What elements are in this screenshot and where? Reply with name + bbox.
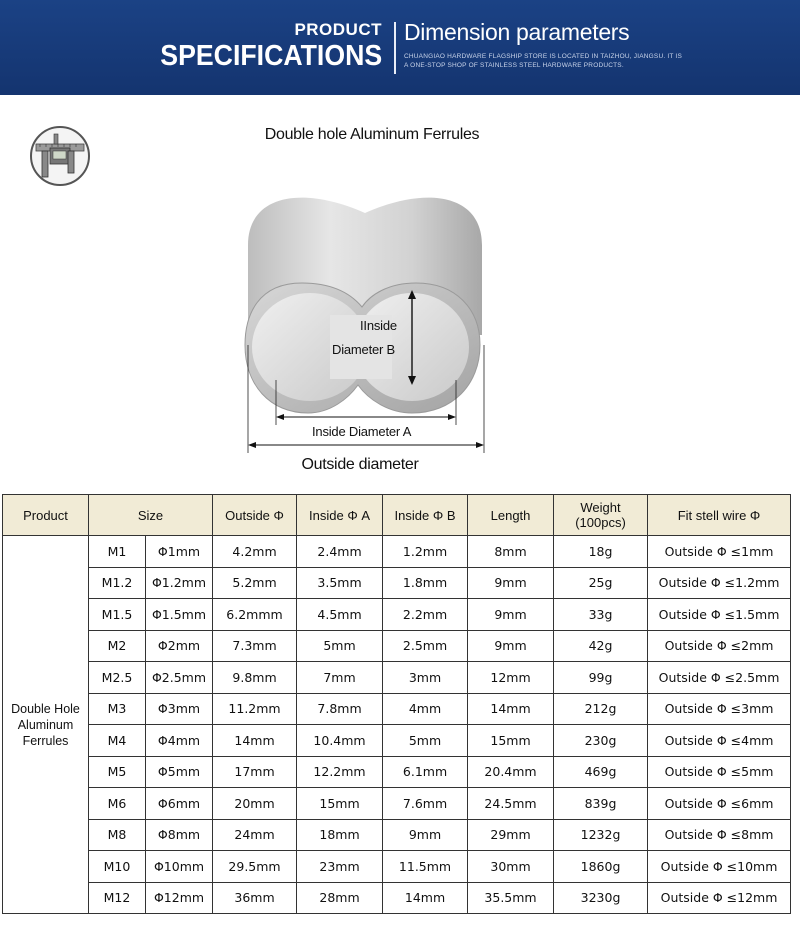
cell-inside-b: 11.5mm xyxy=(383,851,468,883)
banner-dimension-title: Dimension parameters xyxy=(404,19,630,45)
cell-size-diameter: Φ1.5mm xyxy=(146,599,213,631)
cell-inside-a: 10.4mm xyxy=(297,725,383,757)
cell-size-model: M8 xyxy=(89,819,146,851)
cell-outside-diameter: 29.5mm xyxy=(213,851,297,883)
table-row xyxy=(3,788,791,820)
cell-inside-b: 9mm xyxy=(383,819,468,851)
cell-inside-b: 5mm xyxy=(383,725,468,757)
cell-outside-diameter: 4.2mm xyxy=(213,536,297,568)
cell-inside-a: 2.4mm xyxy=(297,536,383,568)
cell-inside-b: 3mm xyxy=(383,662,468,694)
cell-length: 8mm xyxy=(468,536,554,568)
table-row xyxy=(3,851,791,883)
cell-outside-diameter: 9.8mm xyxy=(213,662,297,694)
cell-size-model: M2 xyxy=(89,630,146,662)
cell-size-model: M12 xyxy=(89,882,146,914)
cell-size-model: M2.5 xyxy=(89,662,146,694)
cell-size-model: M1.2 xyxy=(89,567,146,599)
cell-inside-a: 7.8mm xyxy=(297,693,383,725)
cell-inside-a: 28mm xyxy=(297,882,383,914)
cell-length: 14mm xyxy=(468,693,554,725)
cell-size-diameter: Φ1.2mm xyxy=(146,567,213,599)
cell-inside-a: 7mm xyxy=(297,662,383,694)
table-row xyxy=(3,819,791,851)
cell-inside-a: 3.5mm xyxy=(297,567,383,599)
cell-inside-a: 23mm xyxy=(297,851,383,883)
cell-inside-b: 2.2mm xyxy=(383,599,468,631)
cell-length: 12mm xyxy=(468,662,554,694)
cell-fit-wire: Outside Φ ≤8mm xyxy=(648,819,791,851)
header-inside-b: Inside Φ B xyxy=(383,495,468,536)
cell-weight: 1860g xyxy=(554,851,648,883)
cell-fit-wire: Outside Φ ≤1.2mm xyxy=(648,567,791,599)
table-row xyxy=(3,882,791,914)
cell-size-diameter: Φ8mm xyxy=(146,819,213,851)
cell-weight: 469g xyxy=(554,756,648,788)
cell-length: 35.5mm xyxy=(468,882,554,914)
cell-fit-wire: Outside Φ ≤1mm xyxy=(648,536,791,568)
cell-length: 9mm xyxy=(468,599,554,631)
cell-weight: 3230g xyxy=(554,882,648,914)
inside-diameter-b-line2: Diameter B xyxy=(332,342,396,357)
cell-fit-wire: Outside Φ ≤4mm xyxy=(648,725,791,757)
cell-size-diameter: Φ6mm xyxy=(146,788,213,820)
product-name-cell: Double Hole Aluminum Ferrules xyxy=(3,536,89,914)
cell-size-model: M4 xyxy=(89,725,146,757)
cell-length: 15mm xyxy=(468,725,554,757)
inside-diameter-b-line1: IInside xyxy=(360,318,397,333)
cell-size-diameter: Φ12mm xyxy=(146,882,213,914)
cell-weight: 42g xyxy=(554,630,648,662)
cell-weight: 33g xyxy=(554,599,648,631)
cell-fit-wire: Outside Φ ≤10mm xyxy=(648,851,791,883)
table-row xyxy=(3,662,791,694)
cell-outside-diameter: 5.2mm xyxy=(213,567,297,599)
cell-inside-b: 2.5mm xyxy=(383,630,468,662)
inside-diameter-a-label: Inside Diameter A xyxy=(312,424,412,439)
cell-fit-wire: Outside Φ ≤6mm xyxy=(648,788,791,820)
cell-weight: 230g xyxy=(554,725,648,757)
cell-size-model: M3 xyxy=(89,693,146,725)
table-body xyxy=(3,536,791,914)
cell-size-model: M10 xyxy=(89,851,146,883)
cell-outside-diameter: 24mm xyxy=(213,819,297,851)
cell-inside-b: 6.1mm xyxy=(383,756,468,788)
cell-length: 24.5mm xyxy=(468,788,554,820)
banner-right xyxy=(404,18,682,70)
cell-outside-diameter: 14mm xyxy=(213,725,297,757)
figure-title: Double hole Aluminum Ferrules xyxy=(264,126,480,143)
cell-weight: 18g xyxy=(554,536,648,568)
cell-inside-a: 4.5mm xyxy=(297,599,383,631)
cell-inside-b: 7.6mm xyxy=(383,788,468,820)
table-row xyxy=(3,756,791,788)
cell-size-diameter: Φ10mm xyxy=(146,851,213,883)
cell-outside-diameter: 11.2mm xyxy=(213,693,297,725)
banner-small-text-1: CHUANGIAO HARDWARE FLAGSHIP STORE IS LOCATED IN TAIZHOU, JIANGSU. IT IS xyxy=(404,53,682,60)
cell-size-model: M1 xyxy=(89,536,146,568)
cell-fit-wire: Outside Φ ≤2.5mm xyxy=(648,662,791,694)
cell-weight: 1232g xyxy=(554,819,648,851)
header-size: Size xyxy=(89,495,213,536)
cell-outside-diameter: 17mm xyxy=(213,756,297,788)
cell-outside-diameter: 6.2mmm xyxy=(213,599,297,631)
cell-outside-diameter: 20mm xyxy=(213,788,297,820)
table-row xyxy=(3,693,791,725)
cell-size-diameter: Φ2.5mm xyxy=(146,662,213,694)
cell-weight: 212g xyxy=(554,693,648,725)
cell-size-diameter: Φ1mm xyxy=(146,536,213,568)
banner-left xyxy=(141,20,382,72)
header-inside-a: Inside Φ A xyxy=(297,495,383,536)
cell-size-diameter: Φ4mm xyxy=(146,725,213,757)
cell-weight: 99g xyxy=(554,662,648,694)
table-row xyxy=(3,725,791,757)
header-weight-line1: Weight xyxy=(580,500,621,515)
table-row xyxy=(3,630,791,662)
cell-inside-b: 1.2mm xyxy=(383,536,468,568)
banner-specifications-label: SPECIFICATIONS xyxy=(160,40,382,72)
table-header-row xyxy=(3,495,791,536)
cell-inside-b: 14mm xyxy=(383,882,468,914)
cell-weight: 25g xyxy=(554,567,648,599)
cell-size-diameter: Φ3mm xyxy=(146,693,213,725)
cell-inside-a: 18mm xyxy=(297,819,383,851)
cell-size-model: M6 xyxy=(89,788,146,820)
cell-inside-a: 5mm xyxy=(297,630,383,662)
cell-size-diameter: Φ2mm xyxy=(146,630,213,662)
cell-fit-wire: Outside Φ ≤1.5mm xyxy=(648,599,791,631)
header-weight-line2: (100pcs) xyxy=(575,515,626,530)
cell-length: 9mm xyxy=(468,567,554,599)
cell-size-diameter: Φ5mm xyxy=(146,756,213,788)
cell-length: 29mm xyxy=(468,819,554,851)
header-fit-wire: Fit stell wire Φ xyxy=(648,495,791,536)
cell-length: 30mm xyxy=(468,851,554,883)
cell-inside-a: 12.2mm xyxy=(297,756,383,788)
header-length: Length xyxy=(468,495,554,536)
table-row xyxy=(3,599,791,631)
cell-outside-diameter: 36mm xyxy=(213,882,297,914)
cell-fit-wire: Outside Φ ≤5mm xyxy=(648,756,791,788)
header-banner xyxy=(0,0,800,95)
cell-fit-wire: Outside Φ ≤2mm xyxy=(648,630,791,662)
header-product: Product xyxy=(3,495,89,536)
cell-inside-b: 4mm xyxy=(383,693,468,725)
cell-inside-b: 1.8mm xyxy=(383,567,468,599)
cell-size-model: M1.5 xyxy=(89,599,146,631)
table-row xyxy=(3,567,791,599)
cell-weight: 839g xyxy=(554,788,648,820)
banner-product-label: PRODUCT xyxy=(294,20,382,39)
header-weight xyxy=(554,495,648,536)
cell-inside-a: 15mm xyxy=(297,788,383,820)
cell-size-model: M5 xyxy=(89,756,146,788)
spec-table xyxy=(2,494,791,914)
cell-length: 9mm xyxy=(468,630,554,662)
header-outside: Outside Φ xyxy=(213,495,297,536)
cell-fit-wire: Outside Φ ≤3mm xyxy=(648,693,791,725)
table-row xyxy=(3,536,791,568)
banner-small-text-2: A ONE-STOP SHOP OF STAINLESS STEEL HARDWARE PRODUCTS. xyxy=(404,62,624,69)
cell-outside-diameter: 7.3mm xyxy=(213,630,297,662)
cell-length: 20.4mm xyxy=(468,756,554,788)
banner-divider xyxy=(394,22,396,74)
outside-diameter-label: Outside diameter xyxy=(301,456,419,473)
cell-fit-wire: Outside Φ ≤12mm xyxy=(648,882,791,914)
